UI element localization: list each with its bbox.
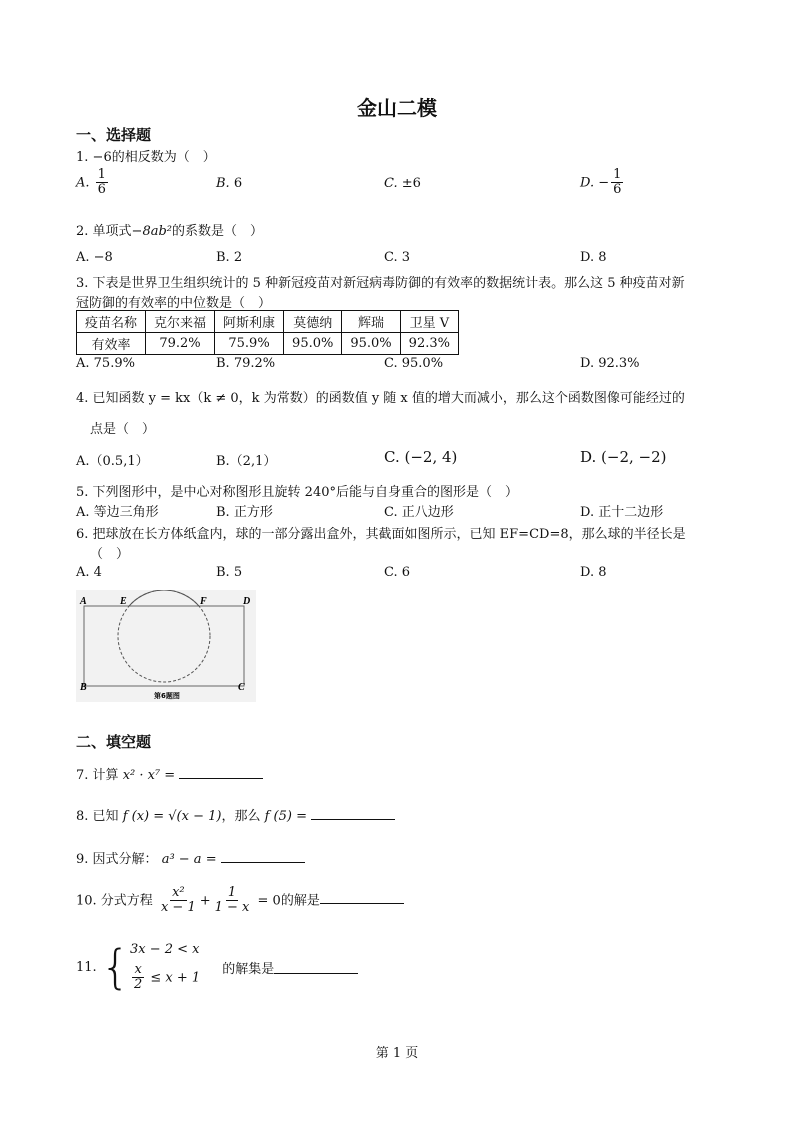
table-cell: 疫苗名称 — [77, 311, 146, 333]
q2-suffix: 的系数是（ ） — [172, 224, 264, 239]
option-sign: − — [598, 175, 610, 191]
fraction-denominator: 6 — [613, 182, 622, 198]
section-heading-fill: 二、填空题 — [76, 733, 152, 751]
q7-expression: x² · x⁷ = — [122, 768, 176, 783]
option-value: 6 — [233, 176, 243, 191]
table-cell: 75.9% — [215, 333, 284, 355]
fraction — [611, 168, 623, 198]
q8-expression: f (x) = √(x − 1) — [122, 809, 222, 824]
q10-suffix: 的解是 — [280, 893, 320, 909]
label-a: A — [80, 596, 87, 607]
question-10 — [76, 886, 404, 916]
q1-text: 的相反数为（ ） — [111, 150, 216, 165]
table-header-row — [77, 311, 459, 333]
q2-option-b: B. 2 — [216, 250, 243, 265]
fraction-denominator: 2 — [133, 977, 143, 993]
question-7 — [76, 764, 263, 783]
label-e: E — [120, 596, 127, 607]
q4-option-c: C. (−2, 4) — [384, 448, 458, 466]
q7-prefix: 7. 计算 — [76, 768, 119, 783]
q3-option-b: B. 79.2% — [216, 356, 276, 371]
question-1-stem — [76, 146, 216, 165]
fraction — [96, 168, 108, 198]
fraction-numerator: x² — [172, 885, 185, 900]
option-value: ±6 — [401, 176, 421, 191]
q2-option-d: D. 8 — [580, 250, 607, 265]
left-brace: { — [100, 940, 130, 995]
table-row — [77, 333, 459, 355]
option-letter: A. — [76, 175, 90, 191]
q6-option-c: C. 6 — [384, 565, 411, 580]
q6-option-a: A. 4 — [76, 565, 102, 580]
table-cell: 阿斯利康 — [215, 311, 284, 333]
q5-option-b: B. 正方形 — [216, 505, 273, 520]
page-title: 金山二模 — [357, 96, 437, 120]
q1-option-d — [580, 168, 625, 198]
q11-suffix: 的解集是 — [222, 961, 275, 977]
q6-figure — [76, 590, 256, 702]
q2-expression: −8ab² — [131, 224, 172, 239]
q5-option-c: C. 正八边形 — [384, 505, 454, 520]
option-letter: C. — [384, 176, 398, 191]
q1-option-b — [216, 176, 242, 191]
fraction-numerator: 1 — [613, 167, 622, 182]
question-5-stem: 5. 下列图形中，是中心对称图形且旋转 240°后能与自身重合的图形是（ ） — [76, 485, 518, 500]
q9-expression: a³ − a = — [161, 852, 217, 867]
q3-option-a: A. 75.9% — [76, 356, 135, 371]
plus-sign: + — [199, 893, 211, 909]
table-cell: 92.3% — [400, 333, 458, 355]
section-heading-choice: 一、选择题 — [76, 126, 152, 144]
option-letter: D. — [580, 175, 595, 191]
q3-option-d: D. 92.3% — [580, 356, 640, 371]
q2-option-a: A. −8 — [76, 250, 113, 265]
table-cell: 95.0% — [342, 333, 400, 355]
label-c: C — [238, 682, 245, 693]
q8-prefix: 8. 已知 — [76, 809, 119, 824]
question-3-line1: 3. 下表是世界卫生组织统计的 5 种新冠疫苗对新冠病毒防御的有效率的数据统计表。那么这 5 种疫苗对新 — [76, 276, 685, 291]
label-f: F — [200, 596, 207, 607]
table-cell: 95.0% — [284, 333, 342, 355]
inequality-system — [130, 942, 200, 993]
q10-prefix: 10. 分式方程 — [76, 893, 153, 909]
question-2-stem — [76, 220, 263, 239]
q4-option-b: B.（2,1） — [216, 454, 277, 469]
question-4-line1: 4. 已知函数 y = kx（k ≠ 0，k 为常数）的函数值 y 随 x 值的增大而减小，那么这个函数图像可能经过的 — [76, 391, 685, 406]
answer-blank[interactable] — [311, 807, 395, 820]
answer-blank[interactable] — [221, 850, 305, 863]
table-cell: 克尔来福 — [146, 311, 215, 333]
table-cell: 莫德纳 — [284, 311, 342, 333]
q11-prefix: 11. — [76, 959, 97, 975]
fraction-numerator: x — [134, 962, 142, 977]
q1-number: 1. — [76, 150, 89, 165]
fraction-denominator: x − 1 — [160, 900, 196, 916]
inequality-1: 3x − 2 < x — [129, 942, 200, 957]
table-cell: 有效率 — [77, 333, 146, 355]
table-cell: 79.2% — [146, 333, 215, 355]
fraction — [132, 963, 144, 993]
question-3-line2: 冠防御的有效率的中位数是（ ） — [76, 296, 272, 311]
q2-prefix: 2. 单项式 — [76, 224, 132, 239]
inequality-2 — [130, 963, 200, 993]
question-11 — [76, 942, 358, 993]
option-letter: B. — [216, 176, 230, 191]
figure-caption: 第6题图 — [154, 692, 180, 700]
figure-background — [76, 590, 256, 702]
q1-option-c — [384, 176, 421, 191]
q6-option-d: D. 8 — [580, 565, 607, 580]
inequality-2-rest: ≤ x + 1 — [150, 970, 201, 986]
q4-option-d: D. (−2, −2) — [580, 448, 667, 466]
q5-option-d: D. 正十二边形 — [580, 505, 664, 520]
table-cell: 辉瑞 — [342, 311, 400, 333]
q4-option-a: A.（0.5,1） — [76, 454, 149, 469]
question-6-line1: 6. 把球放在长方体纸盒内，球的一部分露出盒外，其截面如图所示，已知 EF=CD=8，那么球的半径长是 — [76, 527, 686, 542]
fraction-denominator: 6 — [97, 182, 106, 198]
question-6-line2: （ ） — [90, 547, 130, 562]
page-footer: 第 1 页 — [375, 1046, 419, 1061]
q8-mid: ，那么 — [221, 809, 261, 824]
q3-option-c: C. 95.0% — [384, 356, 444, 371]
fraction — [159, 886, 198, 916]
fraction — [213, 886, 252, 916]
q2-option-c: C. 3 — [384, 250, 411, 265]
label-d: D — [243, 596, 251, 607]
table-cell: 卫星 V — [400, 311, 458, 333]
q10-equals: = 0 — [257, 893, 281, 909]
q8-expression2: f (5) = — [264, 809, 307, 824]
fraction-numerator: 1 — [227, 885, 237, 900]
q1-option-a — [76, 168, 110, 198]
label-b: B — [80, 682, 87, 693]
question-8 — [76, 805, 395, 824]
q6-option-b: B. 5 — [216, 565, 243, 580]
question-4-line2: 点是（ ） — [90, 422, 156, 437]
question-9 — [76, 848, 305, 867]
answer-blank[interactable] — [274, 961, 358, 974]
q1-value: −6 — [92, 150, 112, 165]
fraction-numerator: 1 — [97, 167, 106, 182]
q5-option-a: A. 等边三角形 — [76, 505, 159, 520]
vaccine-table — [76, 310, 459, 355]
answer-blank[interactable] — [179, 766, 263, 779]
q9-prefix: 9. 因式分解： — [76, 852, 158, 867]
fraction-denominator: 1 − x — [214, 900, 250, 916]
answer-blank[interactable] — [320, 891, 404, 904]
